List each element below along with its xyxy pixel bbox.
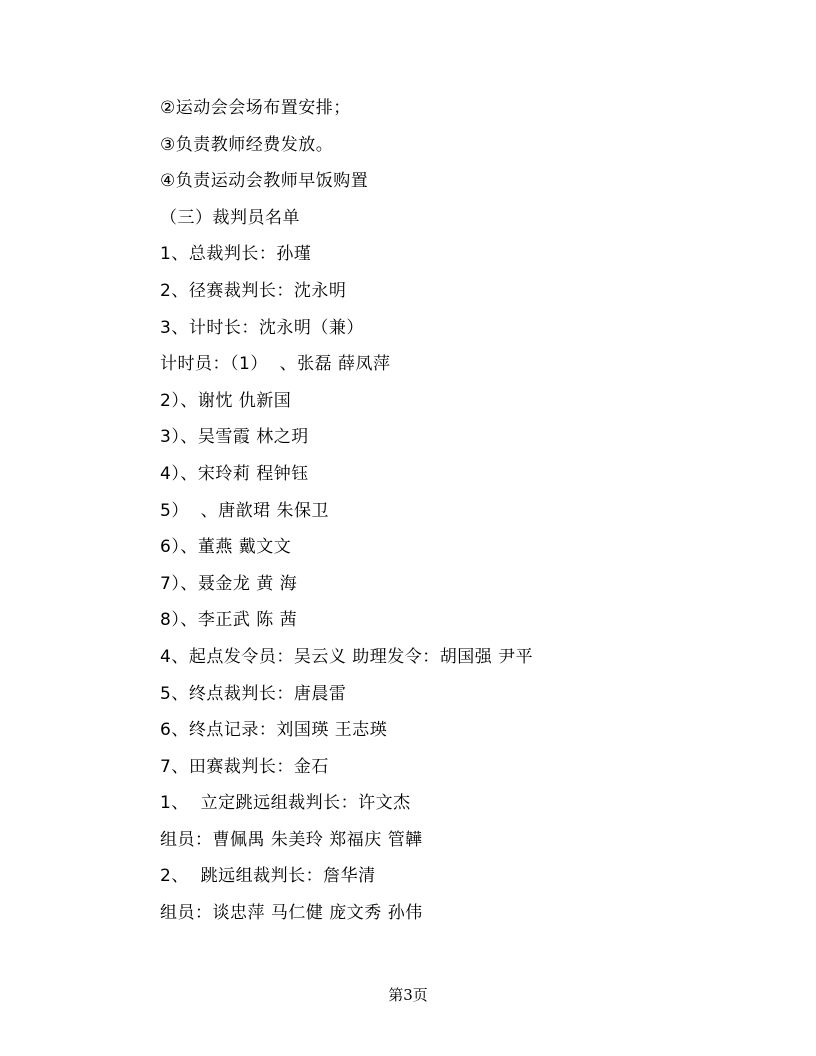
section-heading: （三）裁判员名单 — [160, 207, 300, 228]
text-line: 3）、吴雪霞 林之玥 — [160, 427, 309, 448]
text-line: 7、田赛裁判长：金石 — [160, 756, 329, 777]
text-line: ②运动会会场布置安排； — [160, 98, 351, 118]
text-line: 1、总裁判长：孙瑾 — [160, 244, 312, 265]
text-line: 4）、宋玲莉 程钟钰 — [160, 463, 309, 484]
text-line: 7）、聂金龙 黄 海 — [160, 573, 298, 594]
text-line: 计时员：（1） 、张磊 薛凤萍 — [160, 354, 391, 375]
text-line: 组员：曹佩禺 朱美玲 郑福庆 管韡 — [160, 829, 423, 850]
page-number: 第3页 — [388, 986, 428, 1004]
text-line: 2、径赛裁判长：沈永明 — [160, 280, 347, 301]
text-line: 4、起点发令员：吴云义 助理发令：胡国强 尹平 — [160, 646, 534, 667]
text-line: 3、计时长：沈永明（兼） — [160, 317, 364, 338]
text-line: 2）、谢忱 仇新国 — [160, 390, 292, 411]
text-line: 6）、董燕 戴文文 — [160, 537, 292, 558]
document-body — [160, 96, 760, 938]
text-line: 6、终点记录：刘国瑛 王志瑛 — [160, 720, 388, 741]
text-line: 8）、李正武 陈 茜 — [160, 610, 298, 631]
text-line: ④负责运动会教师早饭购置 — [160, 171, 369, 192]
text-line: ③负责教师经费发放。 — [160, 134, 334, 155]
text-line: 1、 立定跳远组裁判长：许文杰 — [160, 793, 411, 814]
text-line: 组员：谈忠萍 马仁健 庞文秀 孙伟 — [160, 903, 423, 924]
text-line: 5、终点裁判长：唐晨雷 — [160, 683, 347, 704]
text-line: 2、 跳远组裁判长：詹华清 — [160, 866, 376, 887]
text-line: 5） 、唐歆珺 朱保卫 — [160, 500, 330, 521]
